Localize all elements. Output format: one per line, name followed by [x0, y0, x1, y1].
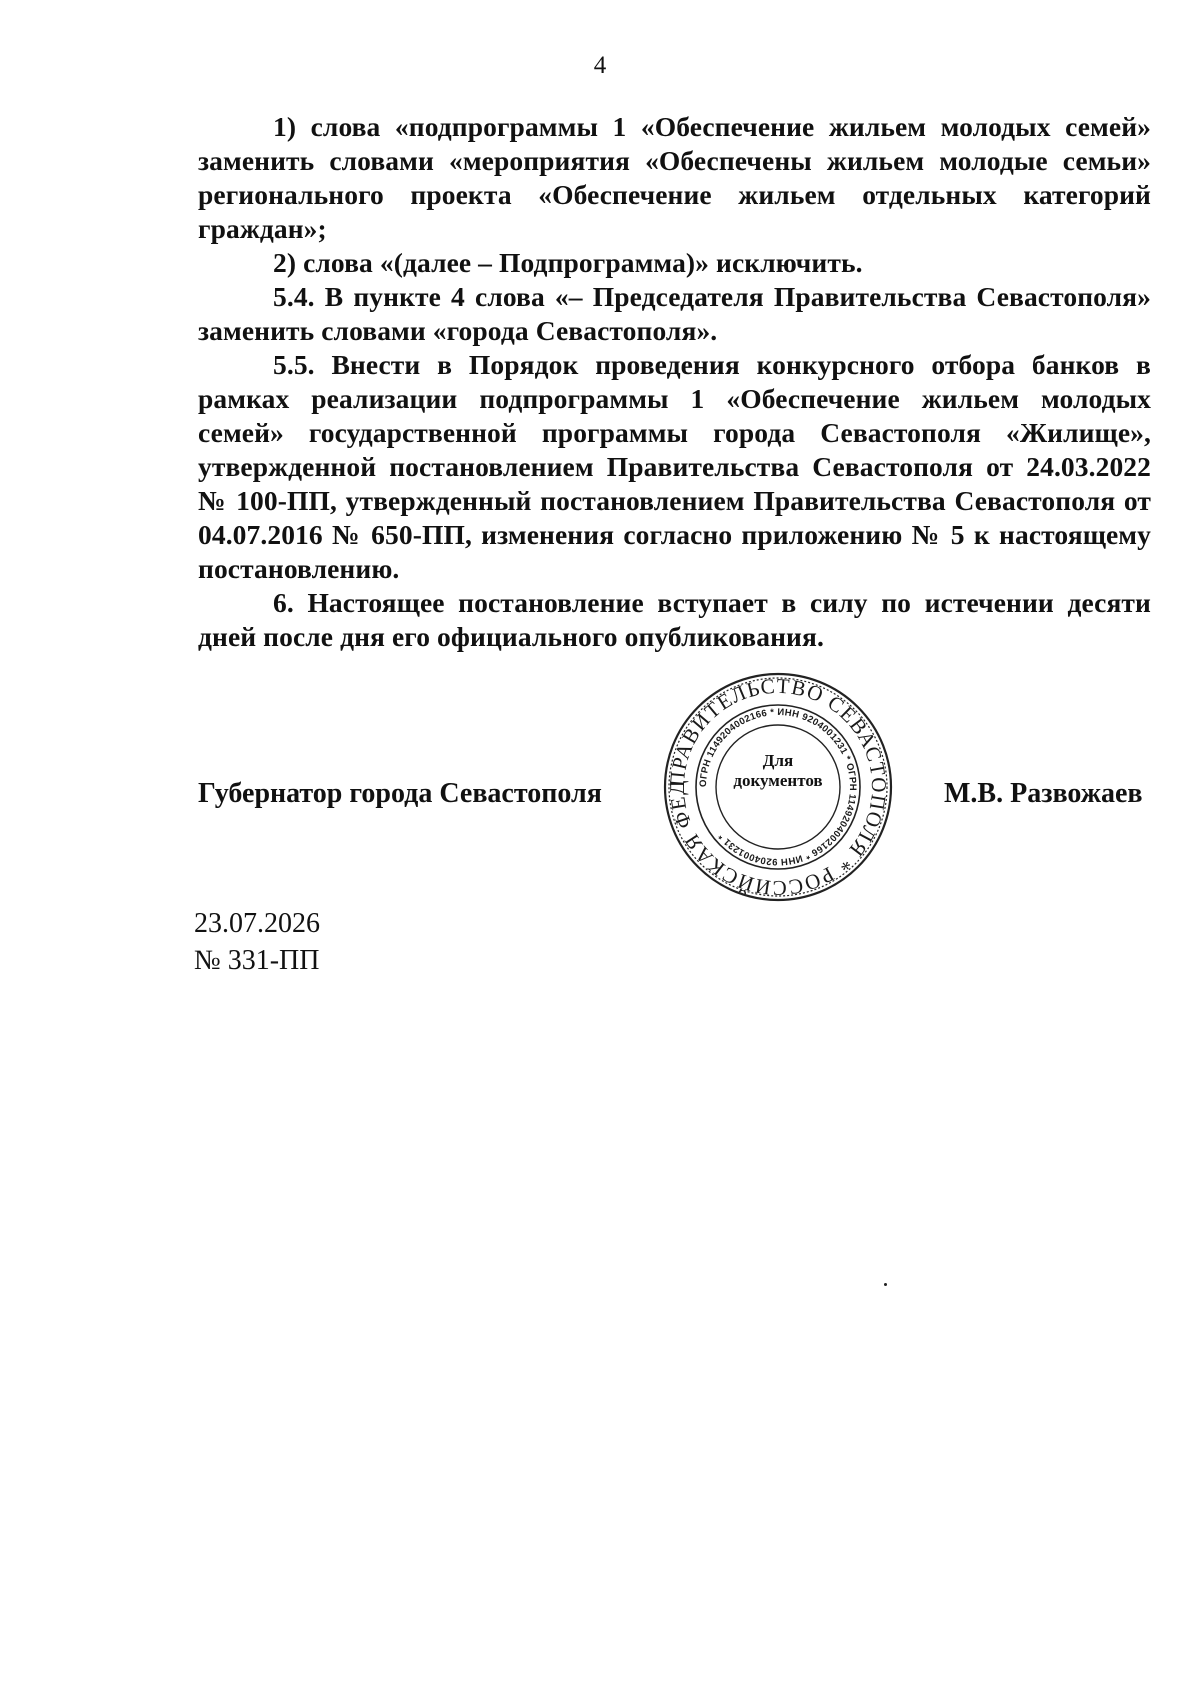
- seal-center-line-1: Для: [762, 751, 794, 770]
- signatory-name: М.В. Развожаев: [944, 778, 1143, 809]
- page-number: 4: [593, 52, 607, 79]
- paragraph-3: 5.4. В пункте 4 слова «– Председателя Правительства Севастополя» заменить словами «города Севастополя».: [198, 281, 1151, 346]
- paragraph-2: 2) слова «(далее – Подпрограмма)» исключить.: [273, 247, 863, 278]
- seal-inner-text: ОГРН 1149204002166 * ИНН 9204001231 * ОГРН 1149204002166 * ИНН 9204001231 *: [697, 706, 859, 868]
- scan-speck: [884, 1283, 887, 1286]
- signatory-title: Губернатор города Севастополя: [198, 778, 602, 809]
- document-body: [198, 110, 1151, 654]
- document-number: № 331-ПП: [194, 945, 320, 976]
- paragraph-5: 6. Настоящее постановление вступает в силу по истечении десяти дней после дня его официального опубликования.: [198, 587, 1151, 652]
- paragraph-4: 5.5. Внести в Порядок проведения конкурсного отбора банков в рамках реализации подпрограммы 1 «Обеспечение жильем молодых семей» государственной программы города Севастополя «Жилище», утвержденной постановлением Правительства Севастополя от 24.03.2022 № 100-ПП, утвержденный постановлением Правительства Севастополя от 04.07.2016 № 650-ПП, изменения согласно приложению № 5 к настоящему постановлению.: [198, 349, 1151, 584]
- document-date-number: [194, 905, 320, 979]
- seal-center: [662, 751, 894, 791]
- seal-outer-text: ПРАВИТЕЛЬСТВО СЕВАСТОПОЛЯ * РОССИЙСКАЯ ФЕД: [664, 673, 892, 901]
- official-seal-stamp: [662, 671, 894, 903]
- document-date: 23.07.2026: [194, 908, 320, 939]
- seal-center-line-2: документов: [733, 771, 823, 790]
- paragraph-1: 1) слова «подпрограммы 1 «Обеспечение жильем молодых семей» заменить словами «мероприятия «Обеспечены жильем молодые семьи» регионального проекта «Обеспечение жильем отдельных категорий граждан»;: [198, 111, 1151, 244]
